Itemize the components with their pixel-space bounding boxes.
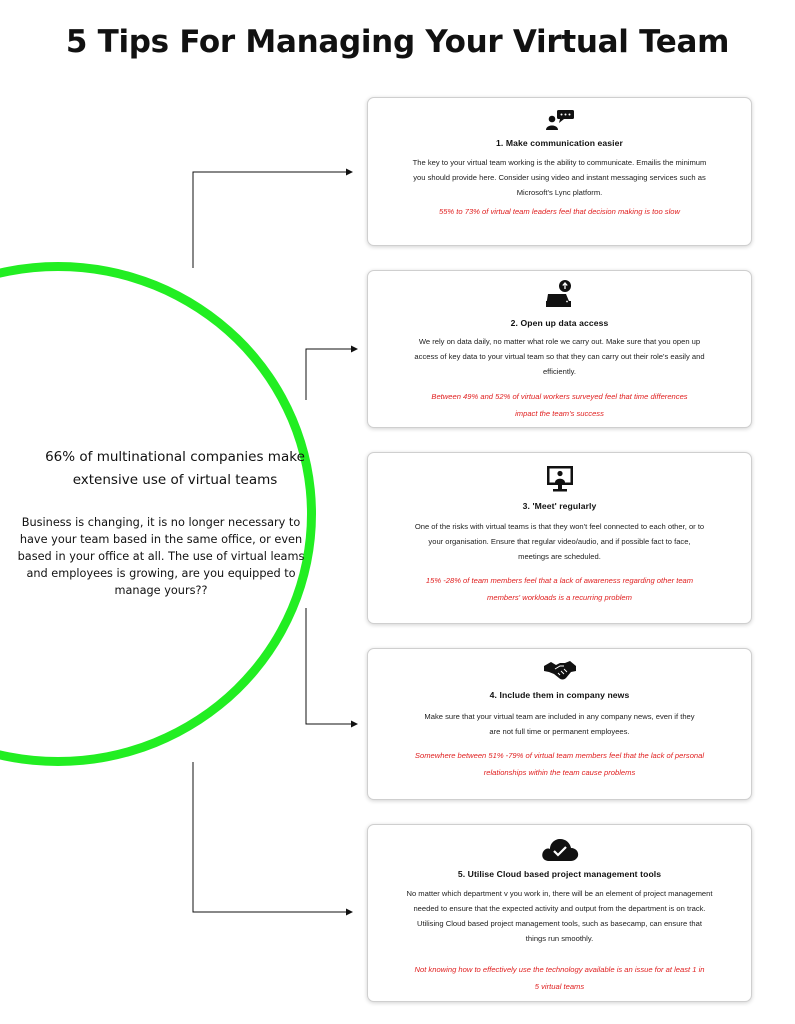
tip-title-1: 1. Make communication easier xyxy=(496,138,623,148)
tip-card-4 xyxy=(367,648,752,800)
tip-card-5 xyxy=(367,824,752,1002)
video-monitor-icon xyxy=(545,464,575,494)
tip-card-2 xyxy=(367,270,752,428)
handshake-icon xyxy=(543,659,577,681)
tip-body-4: Make sure that your virtual team are included in any company news, even if they are not full time or permanent employees. xyxy=(424,712,695,736)
intro-body: Business is changing, it is no longer necessary to have your team based in the same office, or even based in your office at all. The use of virtual leams and employees is growing, are you equipped to manage yours?? xyxy=(17,516,305,597)
page-title: 5 Tips For Managing Your Virtual Team xyxy=(65,24,730,60)
tip-card-1 xyxy=(367,97,752,246)
tip-body-2: We rely on data daily, no matter what role we carry out. Make sure that you open up access of key data to your virtual team so that they can carry out their role's easily and efficiently. xyxy=(414,337,705,376)
person-chat-icon xyxy=(545,108,575,130)
tip-body-3: One of the risks with virtual teams is that they won't feel connected to each other, or to your organisation. Ensure that regular video/audio, and if possible fact to face, meetings are scheduled. xyxy=(414,522,705,561)
tip-stat-4: Somewhere between 51% -79% of virtual team members feel that the lack of personal relationships within the team cause problems xyxy=(414,751,705,777)
connector-2 xyxy=(306,349,357,400)
tip-body-5: No matter which department v you work in, there will be an element of project management needed to ensure that the expected activity and output from the department is on track. Utilising Cloud based project management tools, such as basecamp, can ensure that things run smoothly. xyxy=(406,889,713,943)
intro-heading: 66% of multinational companies make extensive use of virtual teams xyxy=(45,449,305,488)
tip-card-3 xyxy=(367,452,752,624)
connector-3 xyxy=(306,608,357,724)
tip-stat-3: 15% -28% of team members feel that a lack of awareness regarding other team members' workloads is a recurring problem xyxy=(425,576,694,602)
tip-title-3: 3. 'Meet' regularly xyxy=(522,501,597,511)
data-upload-icon xyxy=(545,280,575,308)
tip-title-4: 4. Include them in company news xyxy=(489,690,630,700)
connector-4 xyxy=(193,762,352,912)
cloud-check-icon xyxy=(540,834,580,862)
connector-1 xyxy=(193,172,352,268)
tip-stat-1: 55% to 73% of virtual team leaders feel that decision making is too slow xyxy=(438,207,681,216)
tip-body-1: The key to your virtual team working is the ability to communicate. Emailis the minimum you should provide here. Consider using video and instant messaging services such as Microsoft's Lync platform. xyxy=(412,158,707,197)
tip-title-5: 5. Utilise Cloud based project management tools xyxy=(457,869,662,879)
tip-stat-5: Not knowing how to effectively use the technology available is an issue for at least 1 in 5 virtual teams xyxy=(414,965,705,991)
tip-title-2: 2. Open up data access xyxy=(510,318,609,328)
tip-stat-2: Between 49% and 52% of virtual workers surveyed feel that time differences impact the team's success xyxy=(431,392,688,418)
